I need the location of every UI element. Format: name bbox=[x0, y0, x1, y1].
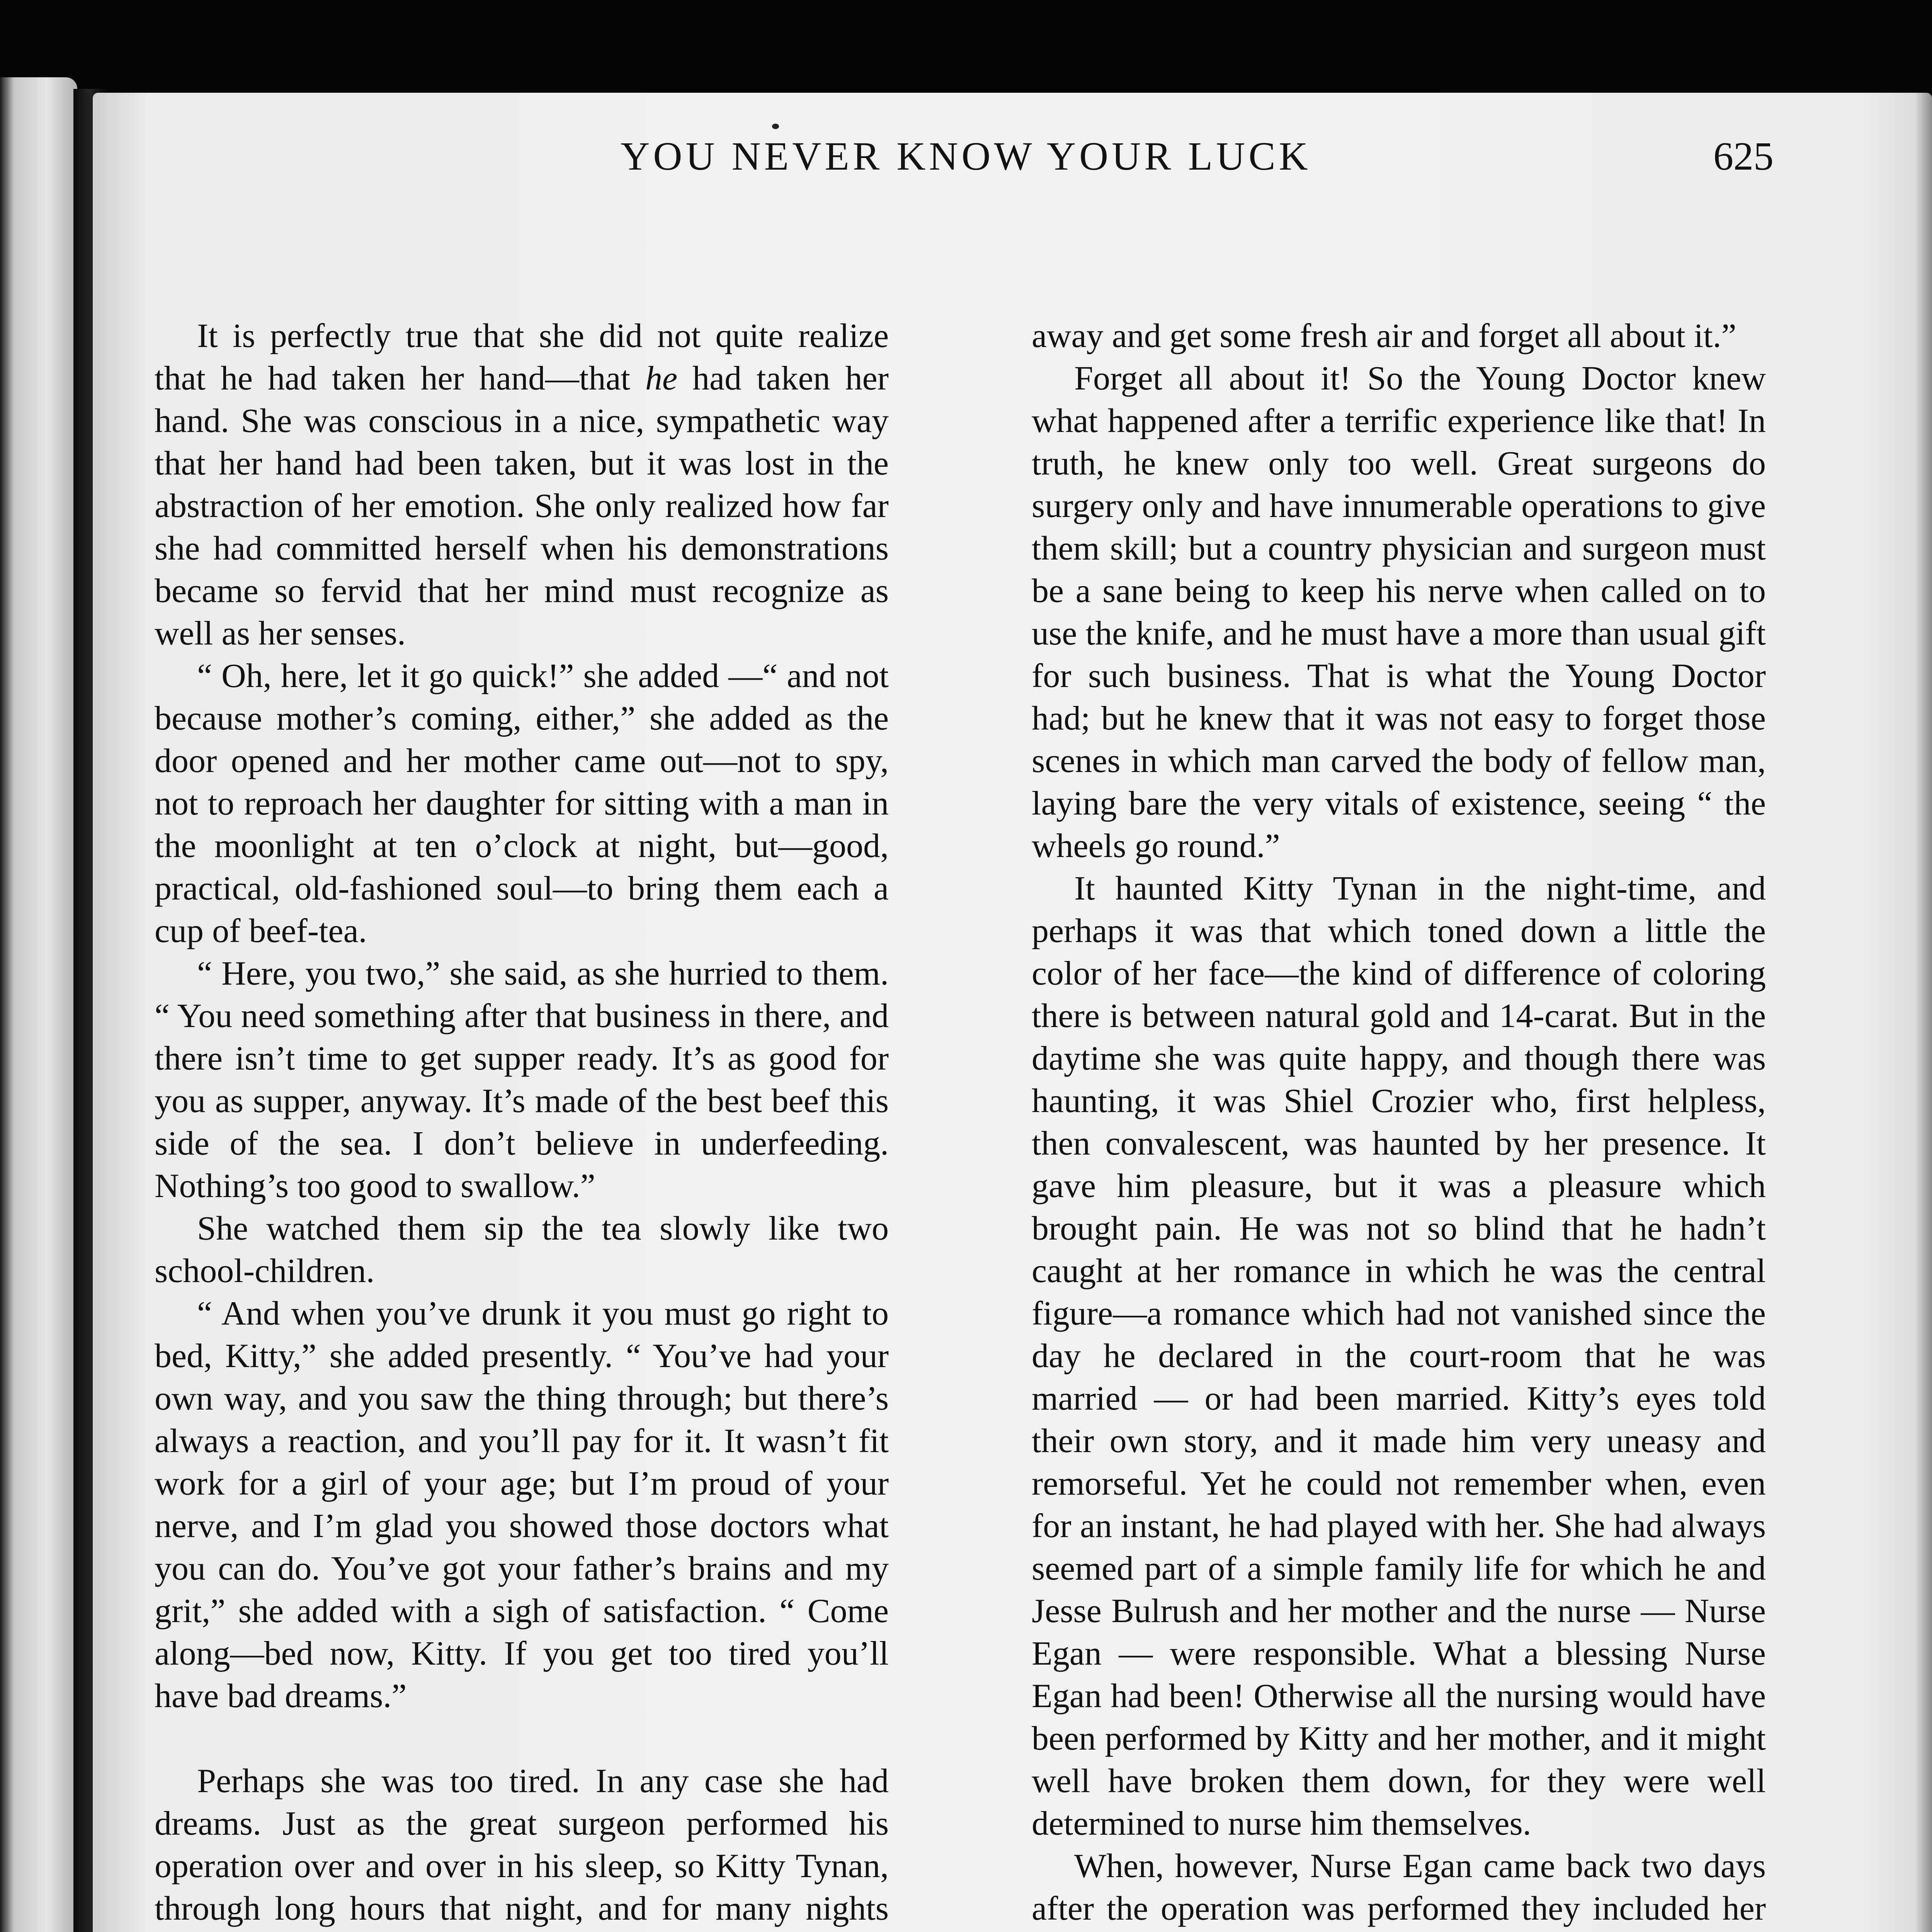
italic-word: he bbox=[645, 360, 678, 397]
paragraph: When, however, Nurse Egan came back two days after the operation was performed they included her bbox=[1032, 1847, 1766, 1927]
paragraph: She watched them sip the tea slowly like two school-children. bbox=[155, 1210, 889, 1290]
paragraph-text: It is perfectly true that she did not quite realize that he had taken her hand—that bbox=[155, 317, 889, 397]
paragraph: Forget all about it! So the Young Doctor knew what happened after a terrific experience like that! In truth, he knew only too well. Great surgeons do surgery only and have innumerable operations to give them skill; but a country physician and surgeon must be a sane being to keep his nerve when called on to use the knife, and he must have a more than usual gift for such business. That is what the Young Doctor had; but he knew that it was not easy to forget those scenes in which man carved the body of fellow man, laying bare the very vitals of existence, seeing “ the wheels go round.” bbox=[1032, 360, 1766, 865]
paragraph: “ And when you’ve drunk it you must go right to bed, Kitty,” she added presently. “ You’ve had your own way, and you saw the thing through; but there’s always a reaction, and you’ll pay for it. It wasn’t fit work for a girl of your age; but I’m proud of your nerve, and I’m glad you showed those doctors what you can do. You’ve got your father’s brains and my grit,” she added with a sigh of satisfaction. “ Come along—bed now, Kitty. If you get too tired you’ll have bad dreams.” bbox=[155, 1295, 889, 1715]
paragraph bbox=[155, 315, 889, 655]
text-column-right bbox=[1032, 315, 1766, 1932]
paragraph-text: had taken her hand. She was conscious in a nice, sympathetic way that her hand had been taken, but it was lost in the abstraction of her emotion. She only realized how far she had committed herself when his demonstrations became so fervid that her mind must recognize as well as her senses. bbox=[155, 360, 889, 652]
paragraph: “ Oh, here, let it go quick!” she added —“ and not because mother’s coming, either,” she added as the door opened and her mother came out—not to spy, not to reproach her daughter for sitting with a man in the moonlight at ten o’clock at night, but—good, practical, old-fashioned soul—to bring them each a cup of beef-tea. bbox=[155, 657, 889, 950]
previous-page-edge bbox=[0, 77, 77, 1932]
paragraph: “ Here, you two,” she said, as she hurried to them. “ You need something after that business in there, and there isn’t time to get supper ready. It’s as good for you as supper, anyway. It’s made of the best beef this side of the sea. I don’t believe in underfeeding. Nothing’s too good to swallow.” bbox=[155, 955, 889, 1205]
page-number: 625 bbox=[1713, 134, 1774, 179]
running-head bbox=[158, 124, 1774, 189]
paragraph: Perhaps she was too tired. In any case she had dreams. Just as the great surgeon performed his operation over and over in his sleep, so Kitty Tynan, through long hours that night, and for many nights bbox=[155, 1762, 889, 1927]
paragraph: It haunted Kitty Tynan in the night-time, and perhaps it was that which toned down a little the color of her face—the kind of difference of coloring there is between natural gold and 14-carat. But in the daytime she was quite happy, and though there was haunting, it was Shiel Crozier who, first helpless, then convalescent, was haunted by her presence. It gave him pleasure, but it was a pleasure which brought pain. He was not so blind that he hadn’t caught at her romance in which he was the central figure—a romance which had not vanished since the day he declared in the court-room that he was married — or had been married. Kitty’s eyes told their own story, and it made him very uneasy and remorseful. Yet he could not remember when, even for an instant, he had played with her. She had always seemed part of a simple family life for which he and Jesse Bulrush and her mother and the nurse — Nurse Egan — were responsible. What a blessing Nurse Egan had been! Otherwise all the nursing would have been performed by Kitty and her mother, and it might well have broken them down, for they were well determined to nurse him themselves. bbox=[1032, 870, 1766, 1842]
running-title: YOU NEVER KNOW YOUR LUCK bbox=[621, 134, 1311, 179]
page-edge-shading bbox=[1915, 93, 1932, 1932]
paragraph: away and get some fresh air and forget all about it.” bbox=[1032, 317, 1736, 355]
text-column-left bbox=[155, 315, 889, 1932]
